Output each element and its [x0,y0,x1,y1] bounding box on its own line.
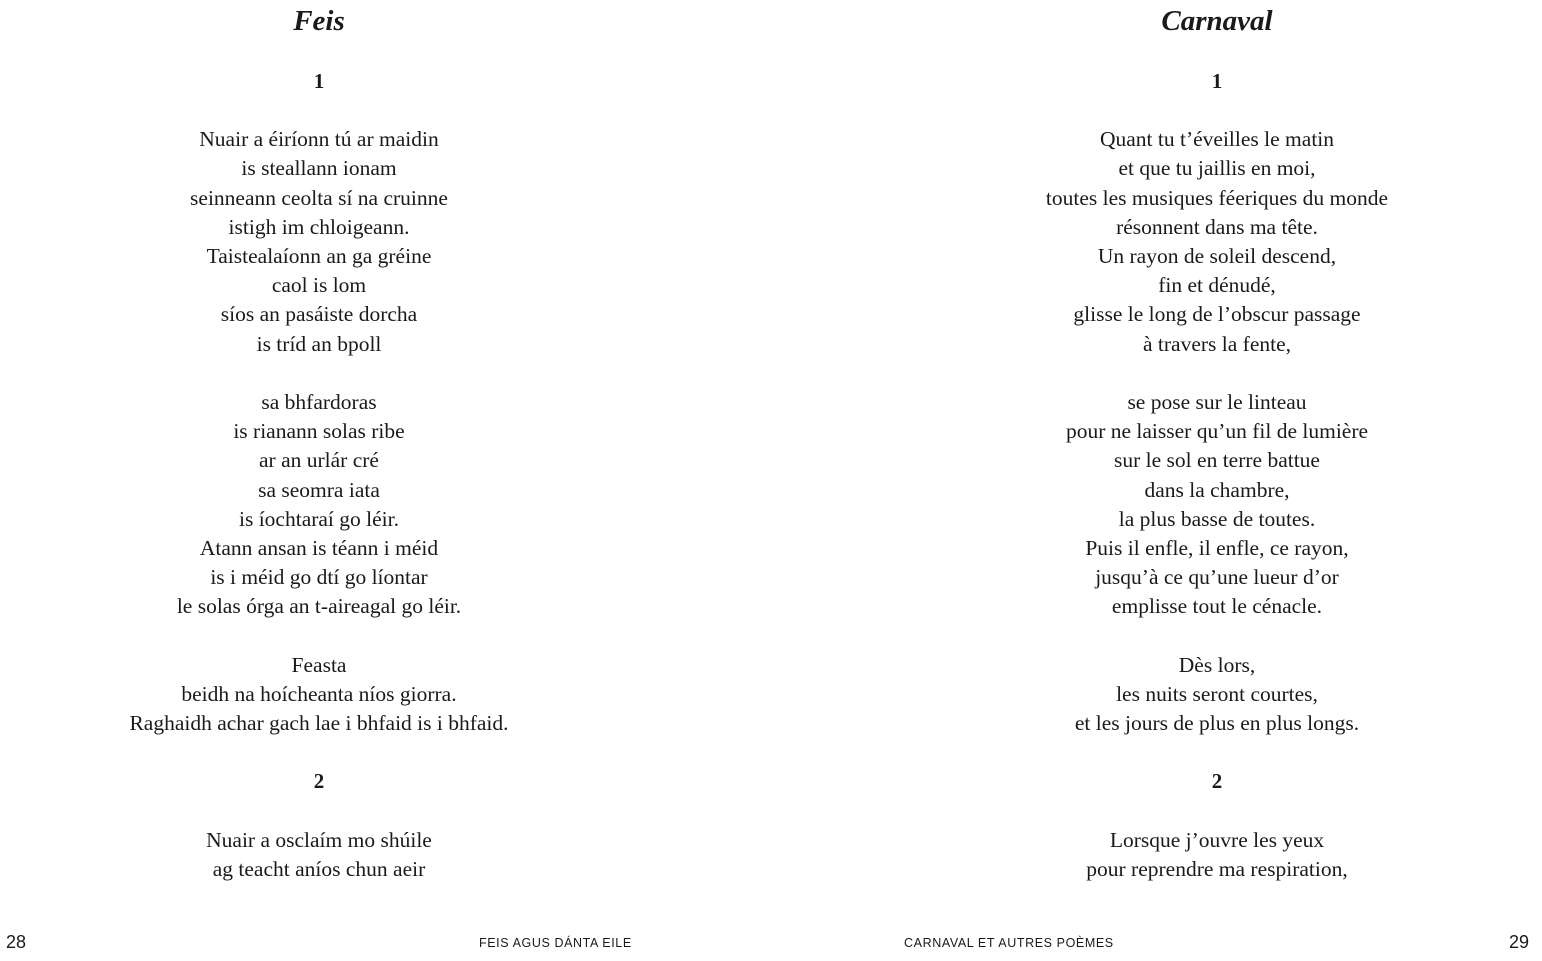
verse-line: sur le sol en terre battue [1114,448,1320,473]
verse-line: résonnent dans ma tête. [1116,214,1318,239]
section-number: 2 [313,769,325,794]
stanza [39,651,599,739]
right-page [771,0,1542,961]
stanza-group [937,125,1497,738]
verse-line: is steallann ionam [241,156,397,181]
verse-line: Nuair a éiríonn tú ar maidin [199,127,439,152]
stanza [39,826,599,884]
verse-line: Puis il enfle, il enfle, ce rayon, [1085,536,1349,561]
verse-line: le solas órga an t-aireagal go léir. [176,594,462,619]
verse-line: Feasta [291,652,347,677]
verse-line: seinneann ceolta sí na cruinne [190,185,448,210]
stanza-group [937,826,1497,884]
verse-line: ar an urlár cré [259,448,379,473]
verse-line: Atann ansan is téann i méid [199,536,439,561]
poem-title: Carnaval [1161,5,1273,37]
stanza-group [39,125,599,738]
page-number: 28 [6,932,27,952]
poem-section-1 [39,67,599,738]
stanza [937,826,1497,884]
verse-line: beidh na hoícheanta níos giorra. [181,682,457,707]
verse-line: Raghaidh achar gach lae i bhfaid is i bhfaid. [129,711,509,736]
verse-line: Lorsque j’ouvre les yeux [1109,827,1325,852]
poem-section-1 [937,67,1497,738]
verse-line: Nuair a osclaím mo shúile [206,827,432,852]
verse-line: is rianann solas ribe [233,419,405,444]
running-head: FEIS AGUS DÁNTA EILE [479,936,632,950]
verse-line: Taistealaíonn an ga gréine [206,244,432,269]
verse-line: sa bhfardoras [261,390,377,415]
poem-section-2 [937,767,1497,884]
stanza [39,125,599,359]
verse-line: et que tu jaillis en moi, [1118,156,1316,181]
verse-line: emplisse tout le cénacle. [1111,594,1323,619]
verse-line: jusqu’à ce qu’une lueur d’or [1095,565,1339,590]
section-number: 2 [1211,769,1223,794]
verse-line: caol is lom [271,273,367,298]
stanza [937,651,1497,739]
verse-line: toutes les musiques féeriques du monde [1045,185,1389,210]
verse-line: se pose sur le linteau [1127,390,1307,415]
verse-line: fin et dénudé, [1158,273,1276,298]
verse-line: glisse le long de l’obscur passage [1073,302,1361,327]
verse-line: à travers la fente, [1142,331,1292,356]
stanza-group [39,826,599,884]
verse-line: Dès lors, [1178,652,1256,677]
verse-line: Un rayon de soleil descend, [1097,244,1337,269]
verse-line: ag teacht aníos chun aeir [212,856,426,881]
stanza [937,125,1497,359]
verse-line: et les jours de plus en plus longs. [1074,711,1360,736]
verse-line: pour ne laisser qu’un fil de lumière [1065,419,1369,444]
verse-line: is íochtaraí go léir. [238,506,399,531]
verse-line: is i méid go dtí go líontar [210,565,428,590]
verse-line: is tríd an bpoll [256,331,382,356]
section-number: 1 [1211,69,1223,93]
verse-line: la plus basse de toutes. [1118,506,1316,531]
stanza [937,388,1497,622]
page-number: 29 [1509,932,1530,952]
irish-poem [39,0,599,884]
verse-line: síos an pasáiste dorcha [220,302,418,327]
verse-line: Quant tu t’éveilles le matin [1099,127,1335,152]
verse-line: les nuits seront courtes, [1116,682,1318,707]
section-number: 1 [313,69,325,93]
stanza [39,388,599,622]
verse-line: pour reprendre ma respiration, [1086,856,1348,881]
verse-line: sa seomra iata [258,477,380,502]
french-poem [937,0,1497,884]
running-head: CARNAVAL ET AUTRES POÈMES [904,936,1114,950]
verse-line: istigh im chloigeann. [228,214,410,239]
poem-title: Feis [293,5,345,37]
poem-section-2 [39,767,599,884]
verse-line: dans la chambre, [1144,477,1290,502]
